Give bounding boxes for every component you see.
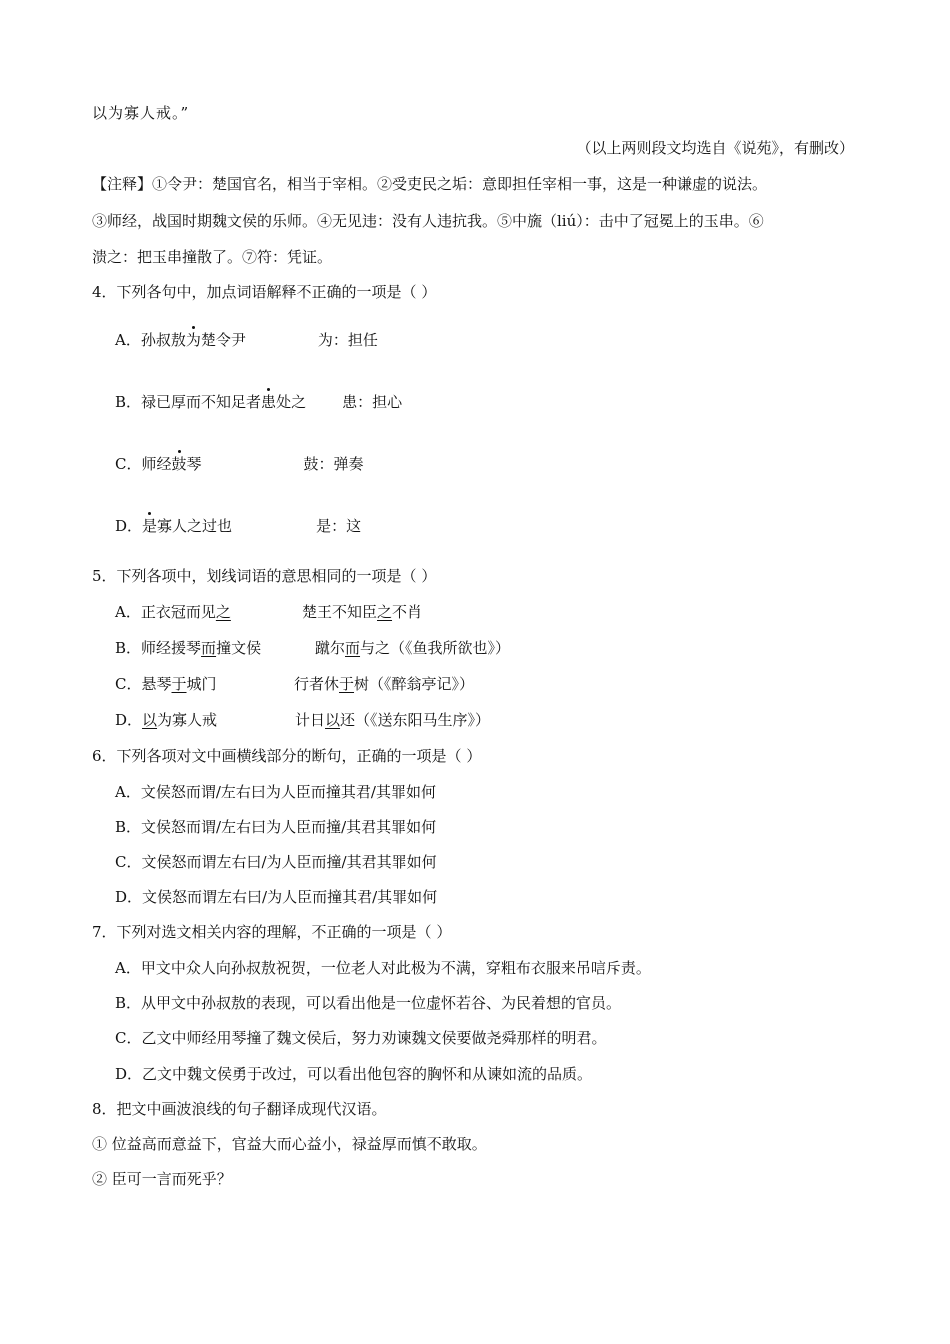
note-line-1: 【注释】①令尹：楚国官名，相当于宰相。②受吏民之垢：意即担任宰相一事，这是一种谦虚的说法。 <box>92 175 768 193</box>
q7-option-d: D．乙文中魏文侯勇于改过，可以看出他包容的胸怀和从谏如流的品质。 <box>115 1065 593 1083</box>
q6-option-d: D．文侯怒而谓左右曰/为人臣而撞其君/其罪如何 <box>115 888 438 906</box>
q6-option-c: C．文侯怒而谓左右曰/为人臣而撞/其君其罪如何 <box>115 853 437 871</box>
underlined-word: 于 <box>171 675 187 693</box>
underlined-word: 而 <box>201 639 217 657</box>
q4-option-c: C．师经鼓琴 鼓：弹奏 <box>115 455 364 473</box>
underlined-word: 以 <box>325 711 341 729</box>
q8-stem: 8．把文中画波浪线的句子翻译成现代汉语。 <box>92 1100 387 1118</box>
q7-option-b: B．从甲文中孙叔敖的表现，可以看出他是一位虚怀若谷、为民着想的官员。 <box>115 994 622 1012</box>
dotted-word: 是 <box>142 517 158 535</box>
q7-option-a: A．甲文中众人向孙叔敖祝贺，一位老人对此极为不满，穿粗布衣服来吊唁斥责。 <box>115 959 651 977</box>
passage-source: （以上两则段文均选自《说苑》，有删改） <box>576 139 854 157</box>
q4-option-d: D．是寡人之过也 是：这 <box>115 517 362 535</box>
dotted-word: 患 <box>261 393 277 411</box>
underlined-word: 而 <box>345 639 361 657</box>
q6-stem: 6．下列各项对文中画横线部分的断句，正确的一项是（ ） <box>92 747 482 765</box>
q7-option-c: C．乙文中师经用琴撞了魏文侯后，努力劝谏魏文侯要做尧舜那样的明君。 <box>115 1029 607 1047</box>
gloss: 患：担心 <box>342 393 403 411</box>
q5-option-b: B．师经援琴而撞文侯 蹴尔而与之（《鱼我所欲也》） <box>115 639 511 657</box>
q4-option-a: A．孙叔敖为楚令尹 为：担任 <box>115 331 378 349</box>
note-line-2: ③师经，战国时期魏文侯的乐师。④无见违：没有人违抗我。⑤中旒（liú）：击中了冠冕上的玉串。⑥ <box>92 212 764 230</box>
q5-option-c: C．悬琴于城门 行者休于树（《醉翁亭记》） <box>115 675 475 693</box>
dotted-word: 为 <box>185 331 201 349</box>
underlined-word: 之 <box>377 603 393 621</box>
q5-stem: 5．下列各项中，划线词语的意思相同的一项是（ ） <box>92 567 437 585</box>
underlined-word: 之 <box>215 603 231 621</box>
q7-stem: 7．下列对选文相关内容的理解，不正确的一项是（ ） <box>92 923 452 941</box>
passage-tail-line: 以为寡人戒。” <box>92 104 190 122</box>
underlined-word: 于 <box>339 675 355 693</box>
q6-option-a: A．文侯怒而谓/左右曰为人臣而撞其君/其罪如何 <box>115 783 436 801</box>
q8-item-1: ① 位益高而意益下，官益大而心益小，禄益厚而慎不敢取。 <box>92 1135 487 1153</box>
q5-option-a: A．正衣冠而见之 楚王不知臣之不肖 <box>115 603 423 621</box>
q4-option-b: B．禄已厚而不知足者患处之 患：担心 <box>115 393 403 411</box>
gloss: 为：担任 <box>317 331 378 349</box>
gloss: 鼓：弹奏 <box>303 455 364 473</box>
underlined-word: 以 <box>142 711 158 729</box>
q8-item-2: ② 臣可一言而死乎？ <box>92 1170 232 1188</box>
dotted-word: 鼓 <box>171 455 187 473</box>
q4-stem: 4．下列各句中，加点词语解释不正确的一项是（ ） <box>92 283 437 301</box>
q5-option-d: D．以为寡人戒 计日以还（《送东阳马生序》） <box>115 711 491 729</box>
gloss: 是：这 <box>316 517 362 535</box>
note-line-3: 溃之：把玉串撞散了。⑦符：凭证。 <box>92 248 333 266</box>
q6-option-b: B．文侯怒而谓/左右曰为人臣而撞/其君其罪如何 <box>115 818 437 836</box>
